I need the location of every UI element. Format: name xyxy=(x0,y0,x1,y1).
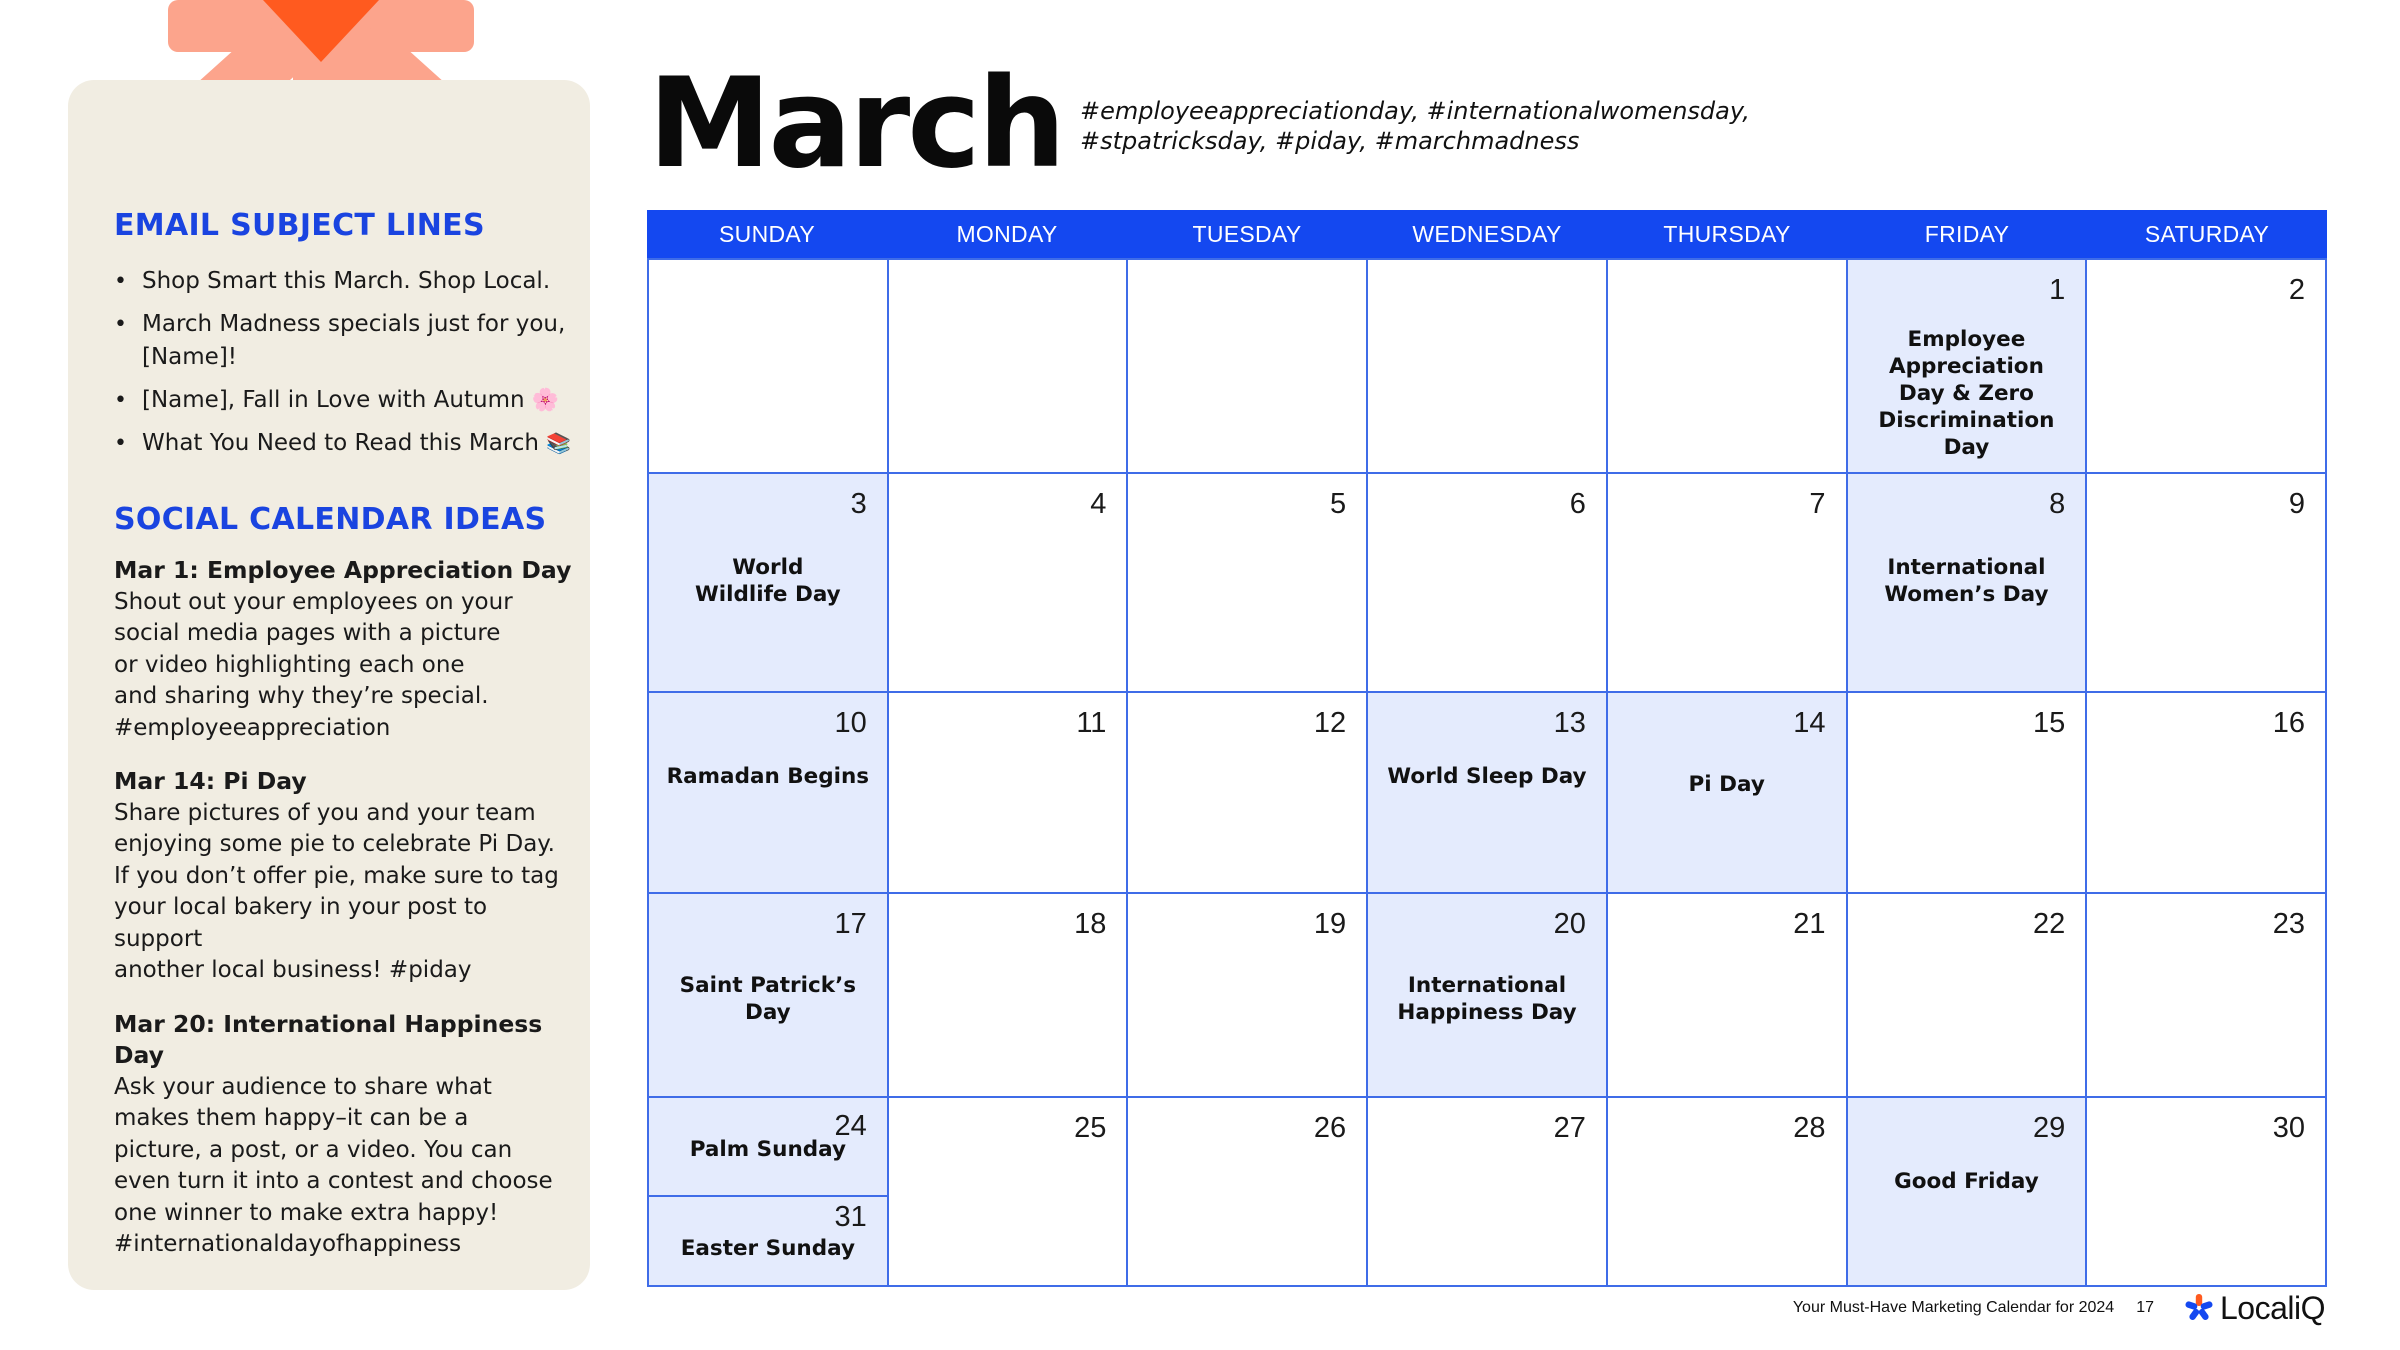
calendar-day-cell xyxy=(1368,1098,1608,1287)
calendar-day-cell xyxy=(889,894,1129,1098)
month-hashtags: #employeeappreciationday, #internationalwomensday, #stpatricksday, #piday, #marchmadness xyxy=(1080,97,1750,155)
calendar-event: World Wildlife Day xyxy=(694,555,841,607)
brand-logo xyxy=(2184,1290,2325,1327)
calendar-empty-cell xyxy=(889,260,1129,474)
weekday-label: SUNDAY xyxy=(719,221,815,247)
weekday-label: MONDAY xyxy=(956,221,1058,247)
page-footer xyxy=(1793,1288,2325,1328)
localiq-logo-icon xyxy=(2184,1293,2214,1323)
day-number: 5 xyxy=(1330,488,1347,520)
day-number: 19 xyxy=(1313,908,1347,940)
calendar-event: Palm Sunday xyxy=(689,1137,846,1162)
calendar-day-cell xyxy=(649,474,889,693)
calendar-day-cell xyxy=(1608,474,1848,693)
calendar-day-cell xyxy=(649,894,889,1098)
email-subject-text: Shop Smart this March. Shop Local. xyxy=(142,268,551,294)
calendar-day-cell xyxy=(1128,894,1368,1098)
calendar-day-cell xyxy=(649,693,889,894)
day-number: 30 xyxy=(2272,1112,2305,1144)
social-idea-title: Mar 14: Pi Day xyxy=(114,767,307,795)
day-number: 4 xyxy=(1090,488,1107,520)
calendar-day-cell xyxy=(2087,474,2327,693)
day-number: 17 xyxy=(834,908,867,940)
weekday-header-row xyxy=(647,210,2327,258)
calendar-event: Pi Day xyxy=(1688,772,1765,797)
footer-caption: Your Must-Have Marketing Calendar for 2024 xyxy=(1792,1299,2115,1316)
day-number: 28 xyxy=(1793,1112,1826,1144)
side-panel xyxy=(68,80,590,1290)
calendar-event: Good Friday xyxy=(1894,1169,2039,1194)
month-calendar xyxy=(647,210,2327,1287)
day-number: 26 xyxy=(1313,1112,1347,1144)
calendar-day-cell xyxy=(2087,693,2327,894)
weekday-label: TUESDAY xyxy=(1192,221,1302,247)
weekday-label: SATURDAY xyxy=(2144,221,2270,247)
books-emoji-icon: 📚 xyxy=(546,431,572,455)
calendar-event: Easter Sunday xyxy=(680,1236,855,1261)
day-number: 9 xyxy=(2288,488,2305,520)
calendar-day-cell xyxy=(2087,894,2327,1098)
day-number: 25 xyxy=(1074,1112,1107,1144)
calendar-event: International Happiness Day xyxy=(1397,973,1577,1025)
calendar-event: International Women’s Day xyxy=(1884,555,2049,607)
calendar-day-cell xyxy=(2087,1098,2327,1287)
calendar-empty-cell xyxy=(1608,260,1848,474)
calendar-day-cell xyxy=(1368,693,1608,894)
day-number: 15 xyxy=(2033,707,2066,739)
bullet-icon: • xyxy=(114,388,127,413)
calendar-grid xyxy=(647,258,2327,1287)
day-number: 21 xyxy=(1793,908,1826,940)
social-idea-title: Mar 1: Employee Appreciation Day xyxy=(114,556,572,584)
social-idea-body: Share pictures of you and your team enjoying some pie to celebrate Pi Day. If you don’t offer pie, make sure to tag your local bakery in your post to support another local business! #piday xyxy=(114,799,559,983)
calendar-day-cell xyxy=(1608,1098,1848,1287)
calendar-day-cell xyxy=(1848,474,2088,693)
day-number: 1 xyxy=(2049,274,2066,306)
calendar-day-cell xyxy=(1128,1098,1368,1287)
social-idea-body: Ask your audience to share what makes them happy–it can be a picture, a post, or a video. You can even turn it into a contest and choose one winner to make extra happy! #internationaldayofhappiness xyxy=(114,1073,553,1257)
calendar-event: Ramadan Begins xyxy=(666,764,870,789)
day-number: 31 xyxy=(834,1201,867,1233)
email-subject-text: [Name], Fall in Love with Autumn xyxy=(142,387,525,413)
day-number: 13 xyxy=(1553,707,1586,739)
calendar-day-cell xyxy=(889,1098,1129,1287)
day-number: 29 xyxy=(2033,1112,2066,1144)
calendar-empty-cell xyxy=(649,260,889,474)
calendar-day-cell xyxy=(889,693,1129,894)
calendar-day-cell xyxy=(1608,693,1848,894)
social-idea-title: Mar 20: International Happiness Day xyxy=(114,1009,543,1069)
page-number: 17 xyxy=(2136,1299,2154,1316)
email-subject-lines-heading: EMAIL SUBJECT LINES xyxy=(114,208,485,243)
day-number: 3 xyxy=(850,488,867,520)
day-number: 7 xyxy=(1809,488,1826,520)
calendar-event: World Sleep Day xyxy=(1387,764,1587,789)
social-idea xyxy=(114,766,574,987)
calendar-day-cell xyxy=(1848,693,2088,894)
calendar-day-cell xyxy=(1848,1098,2088,1287)
calendar-event: Employee Appreciation Day & Zero Discrimination Day xyxy=(1878,327,2055,460)
calendar-day-cell xyxy=(1368,894,1608,1098)
day-number: 10 xyxy=(834,707,867,739)
day-number: 16 xyxy=(2272,707,2305,739)
email-subject-item xyxy=(114,265,574,298)
day-number: 12 xyxy=(1313,707,1347,739)
calendar-day-cell xyxy=(649,1098,887,1197)
weekday-label: FRIDAY xyxy=(1924,221,2010,247)
day-number: 27 xyxy=(1553,1112,1586,1144)
bullet-icon: • xyxy=(114,312,127,337)
email-subject-item xyxy=(114,427,574,460)
social-idea xyxy=(114,555,574,744)
calendar-event: Saint Patrick’s Day xyxy=(679,973,857,1025)
weekday-label: THURSDAY xyxy=(1663,221,1791,247)
day-number: 22 xyxy=(2033,908,2066,940)
email-subject-item xyxy=(114,384,574,417)
social-idea xyxy=(114,1009,574,1261)
day-number: 6 xyxy=(1569,488,1586,520)
day-number: 18 xyxy=(1074,908,1107,940)
day-number: 2 xyxy=(2288,274,2305,306)
side-panel-content xyxy=(114,208,574,1261)
email-subject-list xyxy=(114,265,574,460)
email-subject-text: What You Need to Read this March xyxy=(142,430,540,456)
calendar-day-cell xyxy=(1128,474,1368,693)
calendar-day-cell xyxy=(1368,474,1608,693)
email-subject-item xyxy=(114,308,574,374)
flower-emoji-icon: 🌸 xyxy=(531,388,560,413)
calendar-split-day-cell xyxy=(649,1098,889,1287)
calendar-empty-cell xyxy=(1128,260,1368,474)
day-number: 11 xyxy=(1076,707,1107,739)
day-number: 14 xyxy=(1793,707,1826,739)
social-idea-body: Shout out your employees on your social media pages with a picture or video highlighting each one and sharing why they’re special. #employeeappreciation xyxy=(114,588,513,741)
bullet-icon: • xyxy=(114,431,127,456)
day-number: 23 xyxy=(2272,908,2305,940)
calendar-day-cell xyxy=(889,474,1129,693)
email-subject-text: March Madness specials just for you, [Name]! xyxy=(142,311,566,370)
day-number: 24 xyxy=(834,1110,867,1142)
brand-name: LocaliQ xyxy=(2220,1289,2325,1326)
bullet-icon: • xyxy=(114,269,127,294)
social-calendar-ideas-heading: SOCIAL CALENDAR IDEAS xyxy=(114,502,547,537)
day-number: 8 xyxy=(2049,488,2066,520)
calendar-day-cell xyxy=(1128,693,1368,894)
calendar-empty-cell xyxy=(1368,260,1608,474)
weekday-label: WEDNESDAY xyxy=(1412,221,1562,247)
month-title: March xyxy=(648,52,1064,196)
day-number: 20 xyxy=(1553,908,1586,940)
calendar-day-cell xyxy=(1848,894,2088,1098)
calendar-day-cell xyxy=(649,1197,887,1285)
calendar-day-cell xyxy=(2087,260,2327,474)
calendar-day-cell xyxy=(1608,894,1848,1098)
calendar-day-cell xyxy=(1848,260,2088,474)
